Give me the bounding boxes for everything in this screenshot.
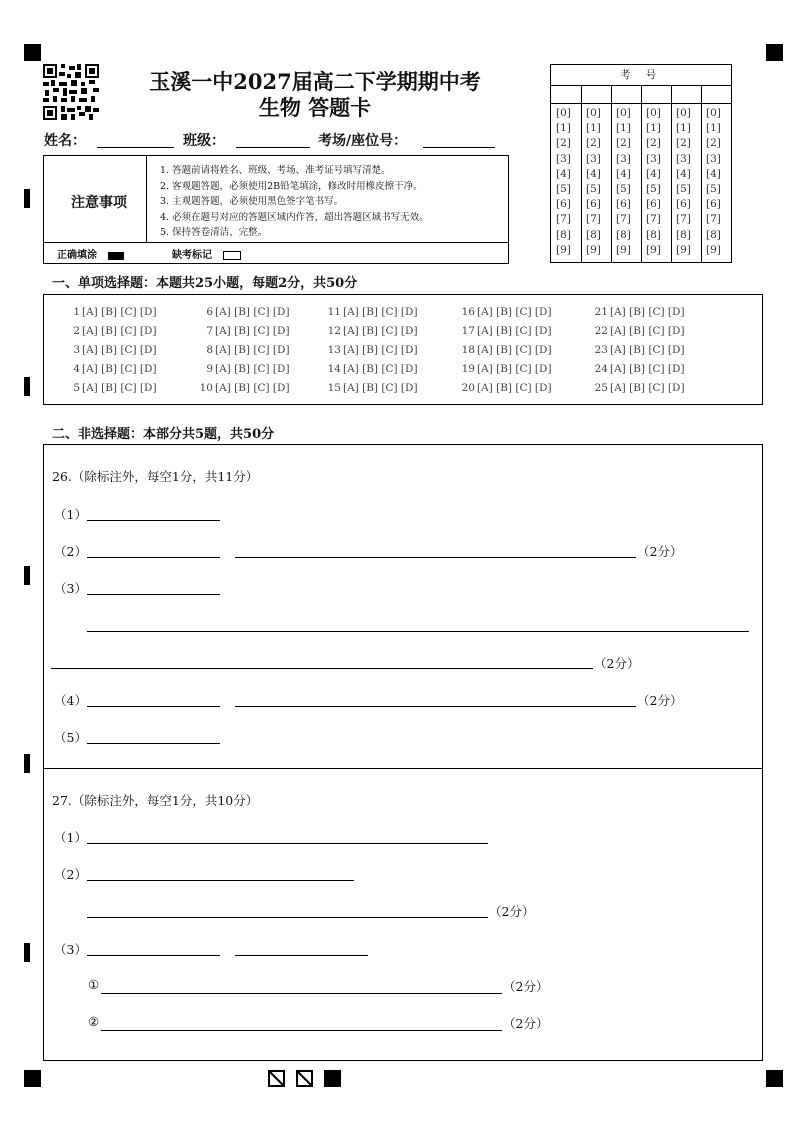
q26-label-1: （1） bbox=[54, 507, 87, 522]
notice-title: 注意事项 bbox=[71, 195, 127, 211]
mcq-options[interactable]: [A] [B] [C] [D] bbox=[477, 306, 552, 318]
mcq-options[interactable]: [A] [B] [C] [D] bbox=[610, 363, 685, 375]
exam-number-grid bbox=[550, 64, 732, 263]
mcq-number: 8 bbox=[206, 344, 213, 356]
exam-digit-bubble[interactable]: [5] bbox=[646, 183, 661, 195]
mcq-row bbox=[195, 360, 290, 379]
mcq-row bbox=[62, 379, 157, 398]
mcq-row bbox=[323, 341, 418, 360]
exam-digit-bubble[interactable]: [9] bbox=[706, 243, 721, 256]
mcq-options[interactable]: [A] [B] [C] [D] bbox=[610, 344, 685, 356]
q27-points-3d: （2分） bbox=[503, 1016, 549, 1031]
notice-line: 3. 主观题答题，必须使用黑色签字笔书写。 bbox=[160, 196, 344, 207]
mcq-options[interactable]: [A] [B] [C] [D] bbox=[215, 363, 290, 375]
exam-digit-bubble[interactable]: [0] bbox=[556, 107, 571, 119]
mcq-row bbox=[323, 322, 418, 341]
mcq-number: 14 bbox=[327, 363, 341, 375]
q27-points-3c: （2分） bbox=[503, 979, 549, 994]
mcq-column bbox=[62, 303, 157, 398]
qr-code-icon bbox=[43, 64, 99, 120]
q27-answer-3a[interactable] bbox=[87, 941, 220, 956]
q26-answer-3b[interactable] bbox=[87, 617, 749, 632]
mcq-number: 16 bbox=[461, 306, 475, 318]
exam-digit-bubble[interactable]: [2] bbox=[646, 137, 661, 150]
mcq-number: 5 bbox=[73, 382, 80, 394]
mcq-options[interactable]: [A] [B] [C] [D] bbox=[215, 325, 290, 337]
notice-lines bbox=[160, 163, 429, 241]
exam-digit-bubble[interactable]: [1] bbox=[616, 122, 631, 135]
exam-digit-bubble[interactable]: [0] bbox=[646, 107, 661, 119]
correct-fill-label: 正确填涂 bbox=[57, 250, 97, 261]
mcq-number: 20 bbox=[461, 382, 475, 394]
q27-answer-3d[interactable] bbox=[101, 1016, 502, 1031]
q26-answer-2b[interactable] bbox=[235, 543, 636, 558]
exam-digit-bubble[interactable]: [2] bbox=[586, 137, 601, 150]
q26-header: 26.（除标注外，每空1分，共11分） bbox=[52, 469, 259, 484]
notice-box bbox=[43, 155, 509, 264]
q26-points-4: （2分） bbox=[637, 693, 683, 708]
exam-digit-bubble[interactable]: [4] bbox=[706, 167, 721, 180]
exam-digit-bubble[interactable]: [3] bbox=[706, 152, 721, 165]
mcq-options[interactable]: [A] [B] [C] [D] bbox=[477, 382, 552, 394]
mcq-row bbox=[62, 341, 157, 360]
exam-digit-bubble[interactable]: [8] bbox=[586, 228, 601, 241]
exam-digit-bubble[interactable]: [0] bbox=[586, 107, 601, 119]
mcq-row bbox=[590, 360, 685, 379]
exam-digit-bubble[interactable]: [7] bbox=[556, 213, 571, 226]
slashed-box-icon bbox=[268, 1070, 285, 1087]
mcq-row bbox=[195, 322, 290, 341]
q26-answer-4b[interactable] bbox=[235, 692, 636, 707]
mcq-row bbox=[590, 303, 685, 322]
q26-label-2: （2） bbox=[54, 544, 87, 559]
exam-digit-bubble[interactable]: [1] bbox=[556, 122, 571, 135]
q26-answer-3a[interactable] bbox=[87, 580, 220, 595]
room-seat-label: 考场/座位号： bbox=[318, 133, 408, 149]
q26-points-3: （2分） bbox=[594, 656, 640, 671]
exam-digit-bubble[interactable]: [1] bbox=[586, 122, 601, 135]
mcq-row bbox=[457, 322, 552, 341]
mcq-column bbox=[195, 303, 290, 398]
mcq-row bbox=[457, 379, 552, 398]
mcq-number: 15 bbox=[327, 382, 341, 394]
mcq-row bbox=[323, 360, 418, 379]
mcq-row bbox=[457, 303, 552, 322]
mcq-options[interactable]: [A] [B] [C] [D] bbox=[477, 363, 552, 375]
mcq-number: 19 bbox=[461, 363, 475, 375]
mcq-number: 12 bbox=[327, 325, 341, 337]
mcq-row bbox=[457, 341, 552, 360]
exam-digit-bubble[interactable]: [5] bbox=[616, 183, 631, 195]
exam-digit-bubble[interactable]: [0] bbox=[616, 107, 631, 119]
class-field[interactable] bbox=[236, 133, 310, 148]
mcq-options[interactable]: [A] [B] [C] [D] bbox=[343, 363, 418, 375]
page-subtitle: 生物 答题卡 bbox=[258, 95, 372, 120]
registration-mark-top-right bbox=[766, 44, 783, 61]
mcq-row bbox=[62, 360, 157, 379]
exam-digit-bubble[interactable]: [4] bbox=[556, 167, 571, 180]
q26-label-5: （5） bbox=[54, 730, 87, 745]
mcq-row bbox=[323, 303, 418, 322]
mcq-options[interactable]: [A] [B] [C] [D] bbox=[610, 306, 685, 318]
exam-digit-bubble[interactable]: [8] bbox=[706, 228, 721, 241]
exam-digit-bubble[interactable]: [4] bbox=[616, 167, 631, 180]
exam-digit-bubble[interactable]: [5] bbox=[676, 183, 691, 195]
exam-digit-bubble[interactable]: [7] bbox=[586, 213, 601, 226]
mcq-column bbox=[590, 303, 685, 398]
exam-digit-bubble[interactable]: [1] bbox=[646, 122, 661, 135]
mcq-number: 21 bbox=[594, 306, 608, 318]
exam-digit-bubble[interactable]: [3] bbox=[556, 152, 571, 165]
exam-digit-bubble[interactable]: [4] bbox=[586, 167, 601, 180]
room-seat-field[interactable] bbox=[423, 133, 495, 148]
exam-digit-bubble[interactable]: [8] bbox=[616, 228, 631, 241]
exam-digit-bubble[interactable]: [6] bbox=[586, 198, 601, 211]
q27-answer-2b[interactable] bbox=[87, 903, 488, 918]
exam-digit-bubble[interactable]: [6] bbox=[676, 198, 691, 211]
side-mark bbox=[24, 754, 30, 773]
exam-digit-bubble[interactable]: [9] bbox=[586, 243, 601, 256]
mcq-number: 10 bbox=[199, 382, 213, 394]
mcq-options[interactable]: [A] [B] [C] [D] bbox=[610, 325, 685, 337]
exam-digit-bubble[interactable]: [3] bbox=[646, 152, 661, 165]
mcq-number: 2 bbox=[73, 325, 80, 337]
mcq-options[interactable]: [A] [B] [C] [D] bbox=[610, 382, 685, 394]
section2-title: 二、非选择题：本部分共5题，共50分 bbox=[52, 427, 275, 442]
exam-digit-bubble[interactable]: [7] bbox=[616, 213, 631, 226]
exam-digit-bubble[interactable]: [7] bbox=[706, 213, 721, 226]
mcq-row bbox=[323, 379, 418, 398]
exam-digit-bubble[interactable]: [3] bbox=[676, 152, 691, 165]
exam-digit-bubble[interactable]: [1] bbox=[676, 122, 691, 135]
q26-answer-3c[interactable] bbox=[51, 654, 593, 669]
section1-title: 一、单项选择题：本题共25小题，每题2分，共50分 bbox=[52, 276, 358, 291]
page-title: 玉溪一中2027届高二下学期期中考 bbox=[149, 69, 481, 94]
exam-digit-bubble[interactable]: [6] bbox=[616, 198, 631, 211]
mcq-row bbox=[195, 379, 290, 398]
exam-number-title: 考 号 bbox=[619, 69, 663, 81]
mcq-column bbox=[457, 303, 552, 398]
registration-mark-bottom-left bbox=[24, 1070, 41, 1087]
exam-digit-bubble[interactable]: [2] bbox=[556, 137, 571, 150]
exam-digit-bubble[interactable]: [2] bbox=[706, 137, 721, 150]
slashed-box-icon bbox=[296, 1070, 313, 1087]
q27-circle-1: ① bbox=[88, 977, 100, 992]
q26-answer-1[interactable] bbox=[87, 506, 220, 521]
exam-digit-bubble[interactable]: [7] bbox=[676, 213, 691, 226]
exam-digit-bubble[interactable]: [6] bbox=[706, 198, 721, 211]
mcq-row bbox=[590, 322, 685, 341]
mcq-row bbox=[195, 341, 290, 360]
exam-digit-bubble[interactable]: [5] bbox=[586, 183, 601, 195]
mcq-row bbox=[62, 322, 157, 341]
registration-mark-top-left bbox=[24, 44, 41, 61]
mcq-options[interactable]: [A] [B] [C] [D] bbox=[82, 306, 157, 318]
mcq-number: 22 bbox=[594, 325, 608, 337]
mcq-row bbox=[195, 303, 290, 322]
mcq-options[interactable]: [A] [B] [C] [D] bbox=[477, 344, 552, 356]
side-mark bbox=[24, 377, 30, 396]
exam-digit-bubble[interactable]: [3] bbox=[616, 152, 631, 165]
exam-digit-bubble[interactable]: [5] bbox=[556, 183, 571, 195]
name-label: 姓名： bbox=[44, 133, 86, 149]
exam-digit-bubble[interactable]: [5] bbox=[706, 183, 721, 195]
mcq-row bbox=[590, 379, 685, 398]
mcq-options[interactable]: [A] [B] [C] [D] bbox=[82, 382, 157, 394]
class-label: 班级： bbox=[183, 133, 225, 149]
exam-digit-bubble[interactable]: [8] bbox=[676, 228, 691, 241]
q27-answer-3c[interactable] bbox=[101, 979, 502, 994]
mcq-options[interactable]: [A] [B] [C] [D] bbox=[343, 306, 418, 318]
mcq-options[interactable]: [A] [B] [C] [D] bbox=[343, 382, 418, 394]
mcq-row bbox=[457, 360, 552, 379]
exam-digit-bubble[interactable]: [6] bbox=[556, 198, 571, 211]
mcq-options[interactable]: [A] [B] [C] [D] bbox=[82, 344, 157, 356]
absent-mark-label: 缺考标记 bbox=[172, 250, 212, 261]
mcq-options[interactable]: [A] [B] [C] [D] bbox=[82, 325, 157, 337]
mcq-row bbox=[62, 303, 157, 322]
q26-answer-4a[interactable] bbox=[87, 692, 220, 707]
q26-box bbox=[43, 444, 763, 769]
exam-digit-bubble[interactable]: [2] bbox=[676, 137, 691, 150]
side-mark bbox=[24, 189, 30, 208]
exam-digit-bubble[interactable]: [9] bbox=[676, 243, 691, 256]
q27-answer-3b[interactable] bbox=[235, 941, 368, 956]
notice-line: 4. 必须在题号对应的答题区域内作答，超出答题区域书写无效。 bbox=[160, 211, 429, 223]
side-mark bbox=[24, 943, 30, 962]
mcq-number: 6 bbox=[206, 306, 213, 318]
exam-digit-bubble[interactable]: [0] bbox=[676, 107, 691, 119]
mcq-number: 9 bbox=[206, 363, 213, 375]
mcq-number: 3 bbox=[73, 344, 80, 356]
exam-digit-bubble[interactable]: [4] bbox=[676, 167, 691, 180]
mcq-number: 23 bbox=[594, 344, 608, 356]
exam-digit-bubble[interactable]: [8] bbox=[556, 228, 571, 241]
q27-header: 27.（除标注外，每空1分，共10分） bbox=[52, 793, 259, 808]
mcq-options[interactable]: [A] [B] [C] [D] bbox=[343, 325, 418, 337]
q27-answer-2a[interactable] bbox=[87, 866, 354, 881]
correct-fill-sample bbox=[108, 252, 124, 260]
exam-digit-bubble[interactable]: [9] bbox=[616, 243, 631, 256]
mcq-column bbox=[323, 303, 418, 398]
mcq-options[interactable]: [A] [B] [C] [D] bbox=[215, 382, 290, 394]
mcq-options[interactable]: [A] [B] [C] [D] bbox=[477, 325, 552, 337]
mcq-number: 17 bbox=[461, 325, 475, 337]
mcq-number: 24 bbox=[594, 363, 608, 375]
exam-digit-bubble[interactable]: [9] bbox=[556, 243, 571, 256]
registration-mark-bottom-right bbox=[766, 1070, 783, 1087]
mcq-options[interactable]: [A] [B] [C] [D] bbox=[215, 344, 290, 356]
mcq-options[interactable]: [A] [B] [C] [D] bbox=[82, 363, 157, 375]
exam-digit-bubble[interactable]: [6] bbox=[646, 198, 661, 211]
q27-label-1: （1） bbox=[54, 830, 87, 845]
q26-label-4: （4） bbox=[54, 693, 87, 708]
mcq-number: 7 bbox=[206, 325, 213, 337]
q27-answer-1[interactable] bbox=[87, 829, 488, 844]
mcq-number: 13 bbox=[327, 344, 341, 356]
mcq-number: 4 bbox=[73, 363, 80, 375]
mcq-row bbox=[590, 341, 685, 360]
mcq-number: 11 bbox=[327, 306, 341, 318]
q26-answer-2a[interactable] bbox=[87, 543, 220, 558]
notice-line: 5. 保持答卷清洁、完整。 bbox=[160, 227, 268, 238]
exam-digit-bubble[interactable]: [1] bbox=[706, 122, 721, 135]
mcq-options[interactable]: [A] [B] [C] [D] bbox=[343, 344, 418, 356]
q26-points-2: （2分） bbox=[637, 544, 683, 559]
notice-line: 2. 客观题答题，必须使用2B铅笔填涂，修改时用橡皮擦干净。 bbox=[160, 180, 423, 192]
q27-label-2: （2） bbox=[54, 867, 87, 882]
notice-line: 1. 答题前请将姓名、班级、考场、准考证号填写清楚。 bbox=[160, 165, 391, 176]
filled-box-mark bbox=[324, 1070, 341, 1087]
exam-digit-bubble[interactable]: [8] bbox=[646, 228, 661, 241]
name-field[interactable] bbox=[97, 133, 174, 148]
mcq-number: 18 bbox=[461, 344, 475, 356]
exam-digit-bubble[interactable]: [7] bbox=[646, 213, 661, 226]
mcq-number: 1 bbox=[73, 306, 80, 318]
exam-digit-bubble[interactable]: [9] bbox=[646, 243, 661, 256]
mcq-options[interactable]: [A] [B] [C] [D] bbox=[215, 306, 290, 318]
q26-label-3: （3） bbox=[54, 581, 87, 596]
q27-label-3: （3） bbox=[54, 942, 87, 957]
q27-circle-2: ② bbox=[88, 1014, 100, 1029]
absent-mark-box[interactable] bbox=[223, 251, 241, 260]
q26-answer-5[interactable] bbox=[87, 729, 220, 744]
side-mark bbox=[24, 566, 30, 585]
exam-digit-bubble[interactable]: [2] bbox=[616, 137, 631, 150]
exam-digit-bubble[interactable]: [3] bbox=[586, 152, 601, 165]
exam-digit-bubble[interactable]: [0] bbox=[706, 107, 721, 119]
mcq-number: 25 bbox=[594, 382, 608, 394]
q27-points-2: （2分） bbox=[489, 904, 535, 919]
exam-digit-bubble[interactable]: [4] bbox=[646, 167, 661, 180]
